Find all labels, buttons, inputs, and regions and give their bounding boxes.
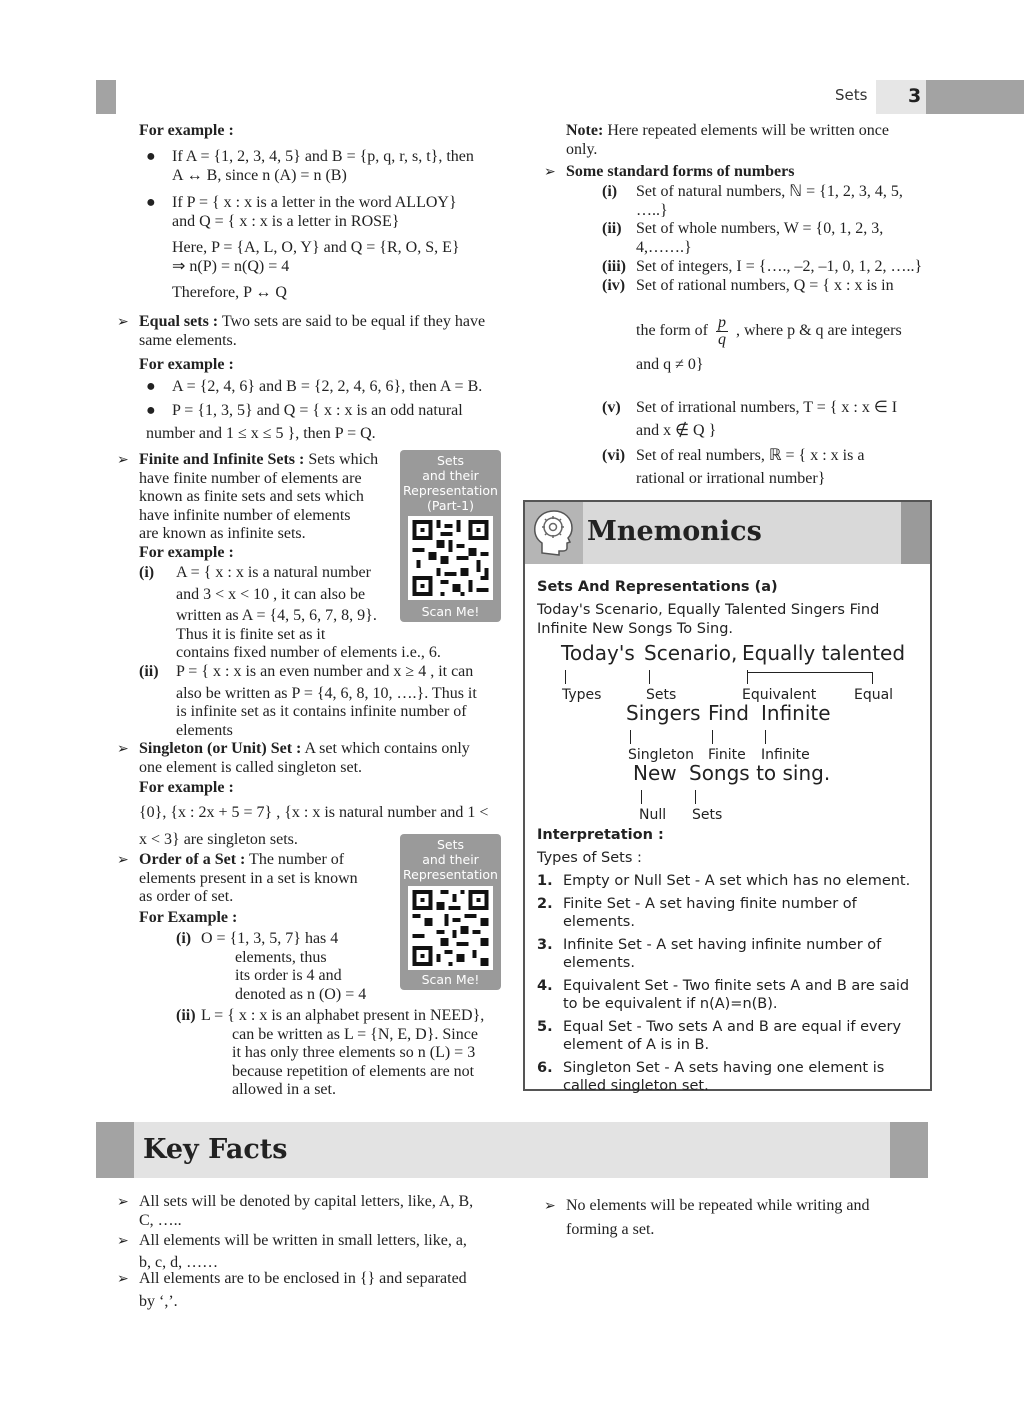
key-fact-item: [117, 1193, 509, 1230]
example-text: ⇒ n(P) = n(Q) = 4: [172, 257, 290, 275]
tree-label: Infinite: [761, 747, 810, 763]
term-definition: Two sets are said to be equal if they have: [218, 313, 486, 330]
tree-word: Infinite: [761, 701, 831, 725]
qr-title-line: and their: [422, 468, 479, 483]
item-text: Equal Set - Two sets A and B are equal if every element of A is in B.: [563, 1019, 902, 1053]
set-line: the form of: [636, 322, 708, 340]
item-number: (iv): [602, 277, 626, 294]
item-number: (ii): [176, 1007, 196, 1024]
tree-connector: [649, 670, 650, 684]
bullet-icon: ●: [146, 194, 156, 211]
item-number: 5.: [537, 1019, 553, 1035]
item-number: 4.: [537, 978, 553, 994]
types-of-sets-label: Types of Sets :: [537, 850, 642, 866]
list-item: [537, 872, 917, 890]
arrow-bullet-icon: ➢: [117, 452, 129, 468]
brain-head-icon: [532, 509, 576, 557]
fact-line: All sets will be denoted by capital letters, like, A, B,: [139, 1193, 474, 1210]
item-text: Singleton Set - A sets having one element is called singleton set.: [563, 1060, 885, 1094]
for-example-label: For example :: [139, 122, 234, 139]
item-number: (i): [139, 564, 155, 581]
example-line: and 3 < x < 10 , it can also be: [176, 585, 366, 603]
arrow-bullet-icon: ➢: [117, 314, 129, 330]
tree-label: Equal: [854, 687, 894, 703]
item-number: (ii): [139, 663, 159, 680]
example-line: O = {1, 3, 5, 7} has 4: [201, 930, 339, 947]
qr-scan-label: Scan Me!: [421, 972, 480, 987]
example-line: written as A = {4, 5, 6, 7, 8, 9}.: [176, 607, 377, 624]
term-definition: The number of: [245, 851, 345, 868]
term-definition: A set which contains only: [301, 740, 470, 757]
set-line: Set of natural numbers, ℕ = {1, 2, 3, 4, 5,: [636, 183, 903, 200]
tree-connector: [695, 790, 696, 804]
set-line: …..}: [636, 201, 668, 219]
bullet-icon: ●: [146, 148, 156, 165]
term-definition: as order of set.: [139, 888, 234, 905]
number-set-text: [636, 220, 931, 257]
set-line: , where p & q are integers: [735, 322, 902, 340]
tree-label: Null: [639, 807, 667, 823]
item-text: Empty or Null Set - A set which has no element.: [563, 873, 911, 889]
example-line: elements, thus: [235, 948, 327, 966]
term-definition: known as finite sets and sets which: [139, 488, 364, 505]
example-text: Therefore, P ↔ Q: [172, 284, 287, 301]
item-text: Equivalent Set - Two finite sets A and B are said to be equivalent if n(A)=n(B).: [563, 978, 910, 1012]
item-number: 2.: [537, 896, 553, 912]
fraction-numerator: p: [717, 314, 726, 331]
qr-scan-label: Scan Me!: [421, 604, 480, 619]
mnemonics-header-right-bar: [901, 502, 930, 564]
example-line: denoted as n (O) = 4: [235, 985, 367, 1003]
example-line: because repetition of elements are not: [232, 1062, 475, 1080]
fact-line: b, c, d, ……: [139, 1253, 219, 1271]
example-text: P = {1, 3, 5} and Q = { x : x is an odd natural: [172, 402, 463, 419]
term-heading: Equal sets :: [139, 313, 219, 330]
example-text: A = {2, 4, 6} and B = {2, 2, 4, 6, 6}, then A = B.: [172, 378, 483, 395]
key-facts-left-bar: [96, 1122, 134, 1178]
item-number: (ii): [602, 220, 622, 237]
fraction: [716, 315, 728, 348]
key-facts-right-bar: [890, 1122, 928, 1178]
term-definition: have infinite number of elements: [139, 506, 351, 524]
example-text: [201, 930, 391, 1004]
for-example-label: For example :: [139, 356, 234, 373]
list-item: [537, 895, 917, 931]
example-text: Here, P = {A, L, O, Y} and Q = {R, O, S, E}: [172, 239, 460, 256]
tree-label: Sets: [646, 687, 677, 703]
phrase-line: Today's Scenario, Equally Talented Singers Find: [537, 602, 880, 618]
tree-connector: [641, 790, 642, 804]
tree-connector: [872, 672, 873, 684]
heading-text: Some standard forms of numbers: [566, 163, 795, 180]
page-number: 3: [908, 85, 922, 107]
arrow-bullet-icon: ➢: [117, 852, 129, 868]
term-definition: elements present in a set is known: [139, 869, 358, 887]
qr-title-line: Sets: [436, 837, 465, 852]
example-text: [201, 1007, 511, 1100]
item-number: (i): [176, 930, 192, 947]
item-number: (iii): [602, 258, 626, 275]
interpretation-heading: Interpretation :: [537, 827, 664, 843]
number-set-text: [636, 399, 931, 440]
tree-label: Finite: [708, 747, 746, 763]
number-set-text: Set of integers, I = {…., –2, –1, 0, 1, 2, …..}: [636, 258, 923, 275]
mnemonics-title: Mnemonics: [587, 516, 762, 547]
example-text: If A = {1, 2, 3, 4, 5} and B = {p, q, r, s, t}, then: [172, 148, 474, 165]
tree-word: Singers: [626, 701, 701, 725]
qr-title-line: Representation: [403, 867, 498, 882]
fact-line: by ‘,’.: [139, 1292, 178, 1310]
example-line: Thus it is finite set as it: [176, 625, 326, 643]
set-line: Set of real numbers, ℝ = { x : x is a: [636, 447, 865, 464]
note-text: only.: [566, 140, 598, 158]
fact-line: No elements will be repeated while writing and: [566, 1197, 870, 1214]
example-text: {0}, {x : 2x + 5 = 7} , {x : x is natural number and 1 <: [139, 804, 489, 821]
example-line: elements: [176, 721, 233, 739]
tree-word: Find: [708, 701, 749, 725]
example-line: allowed in a set.: [232, 1081, 336, 1098]
set-line: 4,…….}: [636, 238, 692, 256]
tree-label: Types: [562, 687, 602, 703]
arrow-bullet-icon: ➢: [117, 741, 129, 757]
qr-code-icon[interactable]: [408, 886, 493, 970]
list-item: [537, 936, 917, 972]
key-fact-item: [544, 1197, 931, 1239]
mnemonic-phrase: [537, 601, 921, 639]
qr-title-line: (Part-1): [427, 498, 474, 513]
order-item: [117, 851, 399, 907]
set-line: Set of irrational numbers, T = { x : x ∈ I: [636, 399, 898, 416]
phrase-line: Infinite New Songs To Sing.: [537, 621, 734, 637]
term-definition: same elements.: [139, 331, 237, 349]
arrow-bullet-icon: ➢: [117, 1233, 129, 1249]
qr-card-sets[interactable]: [400, 834, 501, 990]
term-heading: Finite and Infinite Sets :: [139, 451, 305, 468]
for-example-label: For example :: [139, 779, 234, 796]
example-line: also be written as P = {4, 6, 8, 10, ….}. Thus it: [176, 684, 477, 702]
key-facts-title: Key Facts: [143, 1134, 288, 1165]
example-line: its order is 4 and: [235, 967, 342, 984]
example-text: x < 3} are singleton sets.: [139, 831, 298, 848]
list-item: [537, 977, 917, 1013]
tree-word: New: [633, 761, 677, 785]
key-fact-item: [117, 1232, 509, 1272]
qr-code-icon[interactable]: [408, 516, 493, 600]
term-definition: Sets which: [304, 451, 379, 468]
fact-line: forming a set.: [566, 1220, 655, 1238]
tree-connector: [712, 730, 713, 744]
tree-label: Equivalent: [742, 687, 817, 703]
example-line: can be written as L = {N, E, D}. Since: [232, 1025, 478, 1043]
example-text: If P = { x : x is a letter in the word ALLOY}: [172, 194, 457, 211]
bullet-icon: ●: [146, 402, 156, 419]
tree-label: Sets: [692, 807, 723, 823]
item-number: (vi): [602, 447, 626, 464]
right-column: [0, 0, 1024, 500]
term-heading: Order of a Set :: [139, 851, 246, 868]
for-example-label: For example :: [139, 544, 234, 561]
standard-forms-heading: [544, 163, 795, 182]
tree-word: Equally talented: [742, 641, 906, 665]
qr-title-line: Sets: [436, 453, 465, 468]
example-line: it has only three elements so n (L) = 3: [232, 1044, 476, 1061]
example-line: is infinite set as it contains infinite number of: [176, 703, 467, 720]
example-text: A ↔ B, since n (A) = n (B): [172, 166, 347, 184]
item-number: 3.: [537, 937, 553, 953]
fact-line: All elements are to be enclosed in {} and separated: [139, 1270, 467, 1287]
key-fact-item: [117, 1270, 509, 1311]
example-line: P = { x : x is an even number and x ≥ 4 , it can: [176, 663, 474, 680]
mnemonics-subtitle: Sets And Representations (a): [537, 579, 778, 595]
tree-label: Singleton: [628, 747, 694, 763]
item-number: (i): [602, 183, 618, 200]
tree-word: Songs to sing.: [689, 761, 831, 785]
note-text: Here repeated elements will be written once: [603, 122, 889, 139]
note-label: Note:: [566, 122, 604, 139]
interpretation-list: [537, 872, 917, 1100]
example-line: contains fixed number of elements i.e., 6.: [176, 644, 441, 661]
arrow-bullet-icon: ➢: [117, 1271, 129, 1287]
number-set-text: [636, 447, 931, 488]
example-text: and Q = { x : x is a letter in ROSE}: [172, 212, 400, 230]
for-example-label: For Example :: [139, 909, 238, 926]
running-header-section: Sets: [835, 86, 868, 104]
mnemonic-tree: [525, 642, 930, 822]
item-number: (v): [602, 399, 621, 416]
term-definition: have finite number of elements are: [139, 469, 362, 487]
set-line: rational or irrational number}: [636, 469, 826, 487]
fact-line: All elements will be written in small letters, like, a,: [139, 1232, 467, 1249]
fraction-denominator: q: [717, 331, 726, 348]
set-line: Set of whole numbers, W = {0, 1, 2, 3,: [636, 220, 884, 237]
note: [566, 122, 931, 159]
bullet-icon: ●: [146, 378, 156, 395]
mnemonics-box: [523, 500, 932, 1094]
tree-connector: [747, 672, 872, 673]
tree-word: Today's: [561, 641, 635, 665]
qr-title-line: Representation: [403, 483, 498, 498]
example-line: L = { x : x is an alphabet present in NEED},: [201, 1007, 485, 1024]
tree-word: Scenario,: [644, 641, 738, 665]
term-heading: Singleton (or Unit) Set :: [139, 740, 302, 757]
item-text: Infinite Set - A set having infinite number of elements.: [563, 937, 882, 971]
number-set-text: [636, 315, 936, 348]
list-item: [537, 1018, 917, 1054]
item-number: 1.: [537, 873, 553, 889]
number-set-text: Set of rational numbers, Q = { x : x is in: [636, 277, 894, 294]
singleton-item: [117, 740, 507, 777]
tree-connector: [630, 730, 631, 744]
term-definition: one element is called singleton set.: [139, 758, 363, 776]
tree-connector: [765, 730, 766, 744]
item-text: Finite Set - A set having finite number of elements.: [563, 896, 857, 930]
fact-line: C, …..: [139, 1211, 182, 1229]
number-set-text: and q ≠ 0}: [636, 356, 704, 373]
tree-connector: [565, 670, 566, 684]
arrow-bullet-icon: ➢: [117, 1194, 129, 1210]
example-text: number and 1 ≤ x ≤ 5 }, then P = Q.: [146, 425, 376, 442]
number-set-text: [636, 183, 931, 220]
example-text: [176, 663, 506, 740]
example-line: A = { x : x is a natural number: [176, 564, 371, 581]
term-definition: are known as infinite sets.: [139, 525, 306, 542]
list-item: [537, 1059, 917, 1095]
arrow-bullet-icon: ➢: [544, 1198, 556, 1214]
item-number: 6.: [537, 1060, 553, 1076]
arrow-bullet-icon: ➢: [544, 164, 556, 180]
set-line: and x ∉ Q }: [636, 421, 717, 439]
qr-title-line: and their: [422, 852, 479, 867]
